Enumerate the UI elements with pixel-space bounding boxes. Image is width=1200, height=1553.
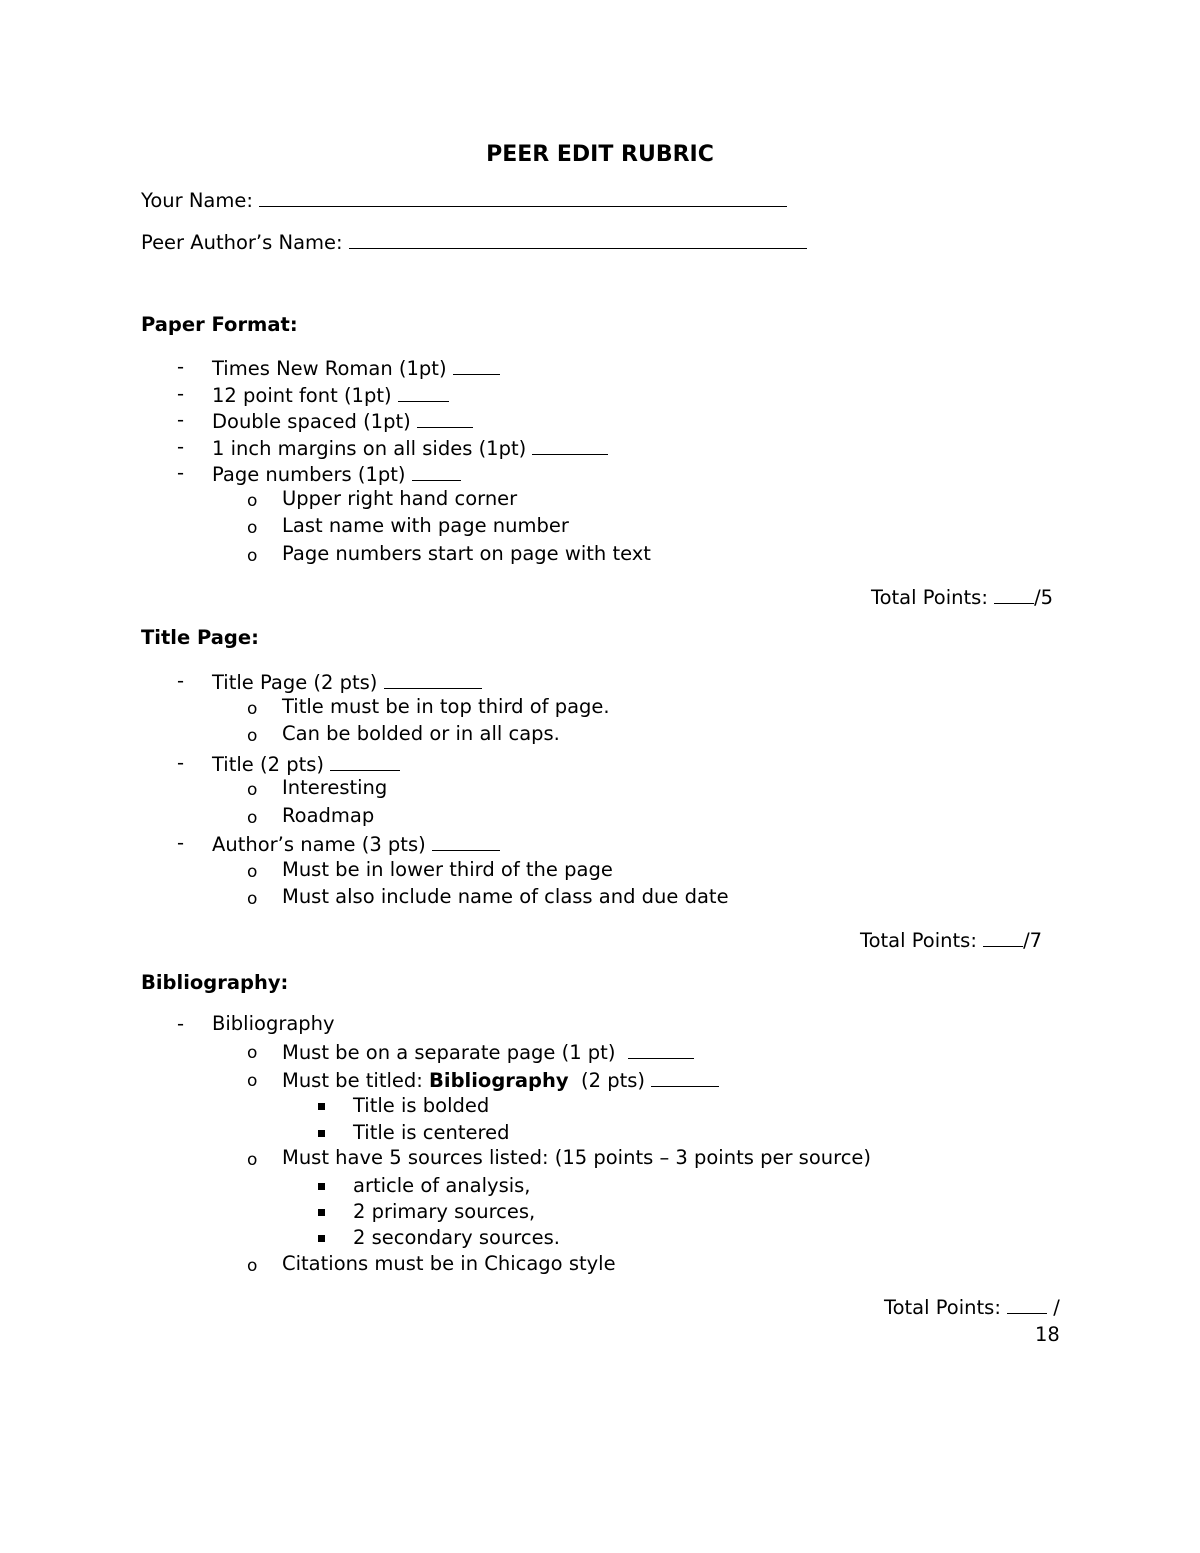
dash-marker: - (177, 435, 185, 458)
square-bullet-icon (318, 1183, 325, 1190)
section-heading-bibliography: Bibliography: (141, 971, 289, 994)
score-blank[interactable] (532, 435, 608, 455)
peer-author-name-blank[interactable] (349, 229, 807, 249)
peer-author-name-label: Peer Author’s Name: (141, 231, 343, 254)
your-name-label: Your Name: (141, 189, 253, 212)
dash-marker: - (177, 355, 185, 378)
total-blank[interactable] (983, 929, 1023, 947)
sub-sub-list-item: 2 primary sources, (353, 1200, 536, 1223)
score-blank[interactable] (384, 669, 482, 689)
sub-list-item: Interesting (282, 776, 388, 799)
section-heading-title-page: Title Page: (141, 626, 259, 649)
list-item: Double spaced (1pt) (212, 408, 473, 434)
total-blank[interactable] (994, 586, 1034, 604)
score-blank[interactable] (628, 1039, 694, 1059)
sub-list-item: Must be in lower third of the page (282, 858, 613, 881)
score-blank[interactable] (651, 1067, 719, 1087)
sub-list-item: Citations must be in Chicago style (282, 1252, 616, 1275)
circle-bullet-icon: o (247, 1071, 258, 1091)
circle-bullet-icon: o (247, 726, 258, 746)
circle-bullet-icon: o (247, 491, 258, 511)
sub-sub-list-item: Title is bolded (353, 1094, 490, 1117)
dash-marker: - (177, 382, 185, 405)
dash-marker: - (177, 831, 185, 854)
dash-marker: - (177, 751, 185, 774)
score-blank[interactable] (417, 408, 473, 428)
sub-sub-list-item: 2 secondary sources. (353, 1226, 560, 1249)
sub-list-item: Must be titled: Bibliography (2 pts) (282, 1067, 719, 1093)
list-item: Title (2 pts) (212, 751, 400, 777)
dash-marker: - (177, 1012, 185, 1035)
sub-list-item: Last name with page number (282, 514, 569, 537)
sub-sub-list-item: article of analysis, (353, 1174, 531, 1197)
your-name-blank[interactable] (259, 187, 787, 207)
total-max-bibliography: 18 (1035, 1323, 1060, 1346)
sub-list-item: Roadmap (282, 804, 375, 827)
list-item: Times New Roman (1pt) (212, 355, 500, 381)
sub-list-item: Page numbers start on page with text (282, 542, 651, 565)
square-bullet-icon (318, 1103, 325, 1110)
your-name-field (141, 187, 787, 213)
sub-sub-list-item: Title is centered (353, 1121, 510, 1144)
circle-bullet-icon: o (247, 1150, 258, 1170)
score-blank[interactable] (412, 461, 461, 481)
sub-list-item: Title must be in top third of page. (282, 695, 610, 718)
score-blank[interactable] (330, 751, 400, 771)
total-blank[interactable] (1007, 1296, 1047, 1314)
list-item: 1 inch margins on all sides (1pt) (212, 435, 608, 461)
circle-bullet-icon: o (247, 699, 258, 719)
score-blank[interactable] (398, 382, 449, 402)
section-heading-paper-format: Paper Format: (141, 313, 298, 336)
circle-bullet-icon: o (247, 808, 258, 828)
dash-marker: - (177, 669, 185, 692)
list-item: Page numbers (1pt) (212, 461, 461, 487)
circle-bullet-icon: o (247, 889, 258, 909)
dash-marker: - (177, 408, 185, 431)
sub-list-item: Must also include name of class and due date (282, 885, 729, 908)
square-bullet-icon (318, 1235, 325, 1242)
total-points-paper-format: Total Points: /5 (871, 586, 1054, 609)
page-title: PEER EDIT RUBRIC (486, 142, 714, 167)
total-points-bibliography: Total Points: / (884, 1296, 1060, 1319)
circle-bullet-icon: o (247, 780, 258, 800)
sub-list-item: Must be on a separate page (1 pt) (282, 1039, 694, 1065)
sub-list-item: Must have 5 sources listed: (15 points – 3 points per source) (282, 1146, 872, 1169)
square-bullet-icon (318, 1209, 325, 1216)
list-item: Title Page (2 pts) (212, 669, 482, 695)
sub-list-item: Can be bolded or in all caps. (282, 722, 560, 745)
square-bullet-icon (318, 1130, 325, 1137)
circle-bullet-icon: o (247, 1256, 258, 1276)
sub-list-item: Upper right hand corner (282, 487, 518, 510)
peer-author-name-field (141, 229, 807, 255)
circle-bullet-icon: o (247, 518, 258, 538)
total-points-title-page: Total Points: /7 (860, 929, 1043, 952)
dash-marker: - (177, 461, 185, 484)
list-item: Author’s name (3 pts) (212, 831, 500, 857)
circle-bullet-icon: o (247, 546, 258, 566)
list-item: 12 point font (1pt) (212, 382, 449, 408)
list-item: Bibliography (212, 1012, 335, 1035)
circle-bullet-icon: o (247, 1043, 258, 1063)
score-blank[interactable] (432, 831, 500, 851)
circle-bullet-icon: o (247, 862, 258, 882)
score-blank[interactable] (453, 355, 500, 375)
